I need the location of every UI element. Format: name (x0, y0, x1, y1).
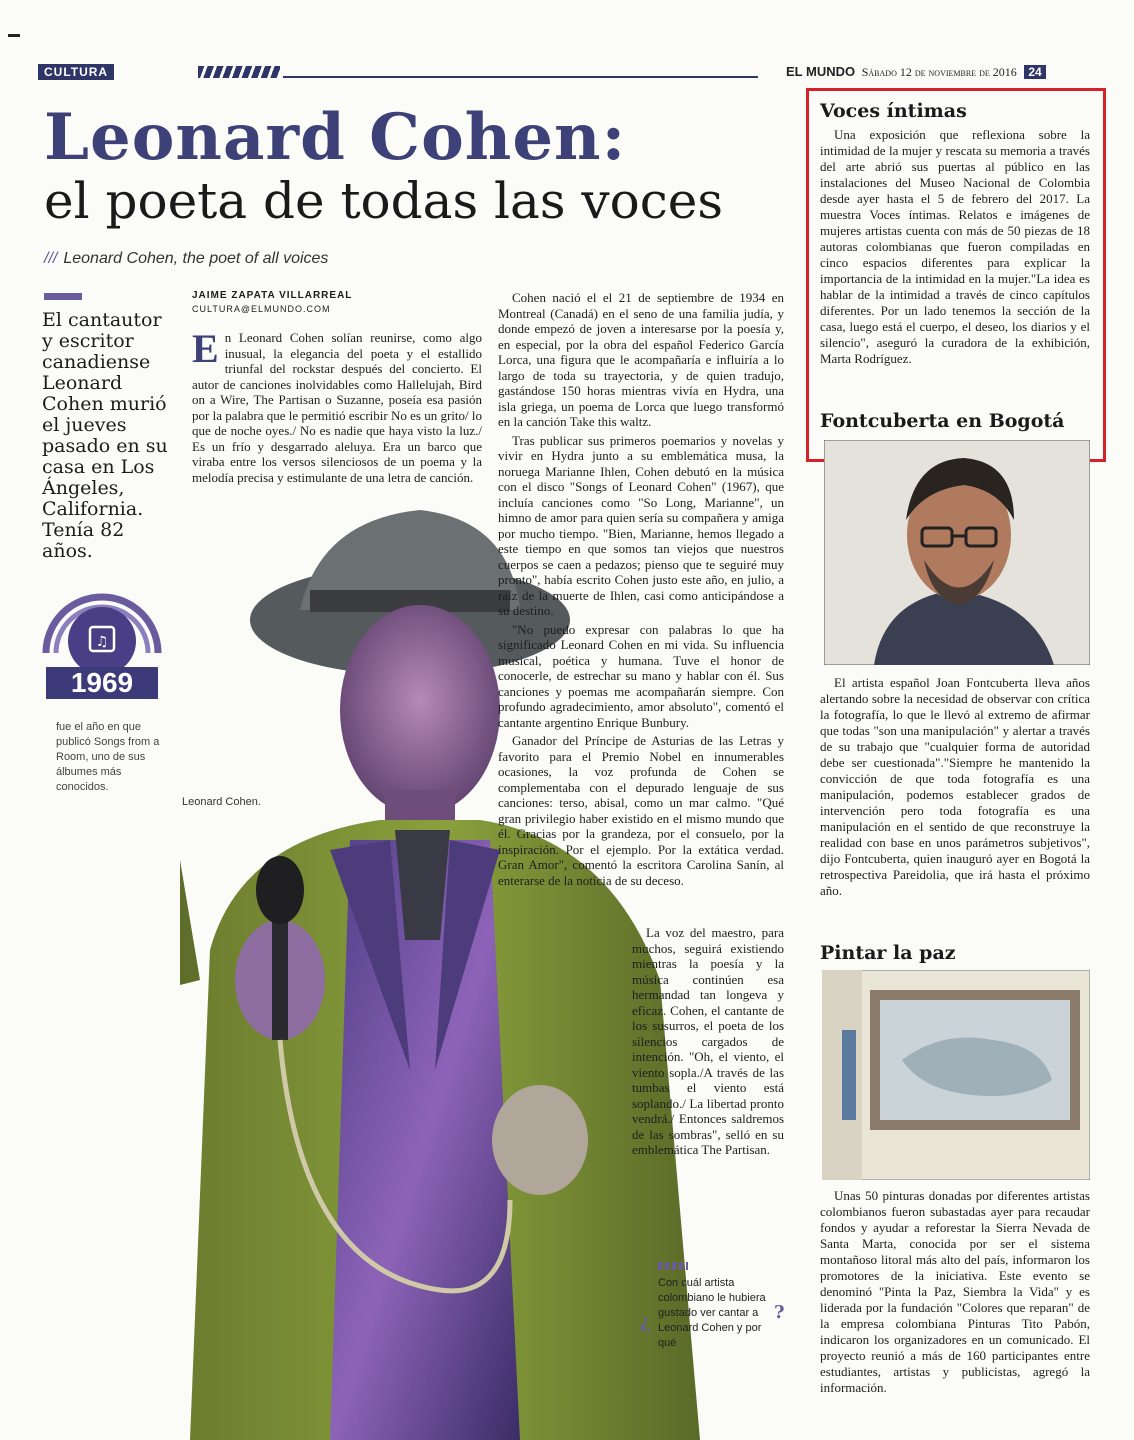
question-mark-close: ? (774, 1302, 785, 1323)
fontcuberta-photo (824, 440, 1090, 665)
author-byline: JAIME ZAPATA VILLARREAL (192, 290, 353, 301)
crop-mark (8, 34, 20, 37)
translation-text: Leonard Cohen, the poet of all voices (63, 250, 329, 267)
sidebar-text-pintar (820, 1188, 1090, 1396)
paragraph: La voz del maestro, para muchos, seguirá existiendo mientras la poesía y la música continúen esa hermandad tan longeva y eficaz. Cohen, el cantante de los susurros, el poeta de los silencios cargados de intención. "Oh, el viento, el viento sopla./A través de las tumbas el viento está soplando./ La libertad pronto vendrá./ Entonces saldremos de las sombras", selló en su emblemática The Partisan. (632, 925, 784, 1157)
svg-text:♫: ♫ (95, 634, 109, 650)
reader-question-box (640, 1262, 790, 1351)
photo-caption: Leonard Cohen. (182, 796, 261, 808)
paper-name: EL MUNDO (786, 64, 856, 79)
article-column-2 (498, 290, 784, 891)
subheadline: el poeta de todas las voces (44, 172, 723, 230)
drop-cap: E (192, 326, 219, 371)
lead-accent-bar (44, 293, 82, 300)
paragraph: Ganador del Príncipe de Asturias de las Letras y favorito para el Premio Nobel en innumerables ocasiones, la voz profunda de Cohen se complementaba con el depurado lenguaje de sus canciones: terso, abisal, como un mar calmo. "Qué gran privilegio haber existido en el mismo mundo que él. Gracias por la grandeza, por el consuelo, por la inspiración. Por el ejemplo. Por la extática verdad. Gran Amor", comentó la escritora Carolina Sanín, al enterarse de la noticia de su deceso. (498, 733, 784, 888)
peace-painting-photo (822, 970, 1090, 1180)
section-header (38, 64, 758, 80)
decorative-stripes (198, 66, 280, 78)
sidebar-title-fontcuberta: Fontcuberta en Bogotá (820, 410, 1065, 432)
lead-paragraph: El cantautor y escritor canadiense Leonard Cohen murió el jueves pasado en su casa en Los Ángeles, California. Tenía 82 años. (42, 309, 168, 562)
sidebar-text-fontcuberta (820, 675, 1090, 899)
intro-text: n Leonard Cohen solían reunirse, como algo inusual, la elegancia del poeta y el estallido triunfal del rockstar después del concierto. El autor de canciones inolvidables como Hallelujah, Bird on a Wire, The Partisan o Suzanne, poseía esa pasión por la palabra que le permitió escribir No es un grito/ lo que de noche oyes./ No es nadie que haya visto la luz./ Es un frío y desgarrado aleluya. Era un barco que viraba entre los versos silenciosos de un poema y la melodía precisa y estimulante de una letra de canción. (192, 330, 482, 485)
paragraph: Unas 50 pinturas donadas por diferentes artistas colombianos fueron subastadas ayer para recaudar fondos y ayudar a reforestar la Sierra Nevada de Santa Marta, conocida por ser el sistema montañoso litoral más alto del país, informaron los promotores de la iniciativa. Este evento se denominó "Pinta la Paz, Siembra la Vida" y es liderada por la fundación "Colores que reparan" de la empresa colombiana Pinturas Tito Pabón, indicaron los organizadores en un comunicado. El proyecto reunió a más de 160 participantes entre estudiantes, artistas y publicistas, agregó la información. (820, 1188, 1090, 1395)
article-intro (192, 326, 482, 485)
reader-question: Con cuál artista colombiano le hubiera gustado ver cantar a Leonard Cohen y por qué (658, 1277, 766, 1349)
paragraph: Cohen nació el el 21 de septiembre de 1934 en Montreal (Canadá) en el seno de una familia judía, y donde empezó de joven a interesarse por la poesía y, en especial, por la obra del español Federico García Lorca, una figura que le acompañaría e influiría a lo largo de toda su trayectoria, y de quien tradujo, gastándose 150 horas mientras vivía en Hydra, una isla griega, un poema de Lorca que luego transformó en la canción Take this waltz. (498, 290, 784, 429)
article-column-2-continued (632, 925, 784, 1161)
paragraph: "No puedo expresar con palabras lo que ha significado Leonard Cohen en mi vida. Su influencia musical, poética y humana. Tuve el honor de conocerle, de estrechar su mano y hablar con él. Sus canciones y poemas me acompañarán siempre. Con profundo agradecimiento, amor absoluto", comentó el cantante argentino Enrique Bunbury. (498, 621, 784, 730)
header-rule (283, 76, 758, 78)
sidebar-title-pintar: Pintar la paz (820, 942, 956, 964)
section-label: CULTURA (38, 64, 114, 80)
page-number: 24 (1024, 65, 1045, 79)
question-mark-open: ¿ (640, 1312, 651, 1333)
sidebar-text-voces (820, 127, 1090, 367)
decorative-bars (658, 1262, 688, 1270)
english-translation (44, 250, 328, 268)
issue-date: Sábado 12 de noviembre de 2016 (861, 65, 1017, 79)
badge-year: 1969 (70, 667, 134, 698)
slash-marks: /// (44, 250, 58, 267)
sidebar-title-voces: Voces íntimas (820, 100, 967, 122)
headline: Leonard Cohen: (44, 100, 627, 175)
paragraph: Tras publicar sus primeros poemarios y novelas y vivir en Hydra junto a su emblemática musa, la noruega Marianne Ihlen, Cohen debutó en la música con el disco "Songs of Leonard Cohen" (1967), que incluía canciones como "So Long, Marianne", un himno de amor para quien sería su compañera y amiga por mucho tiempo. "Bien, Marianne, hemos llegado a este tiempo en que somos tan viejos que nuestros cuerpos se caen a pedazos; pienso que te seguiré muy pronto", había escrito Cohen justo este año, en julio, a raíz de la muerte de Ihlen, casi como anticipándose a su destino. (498, 432, 784, 618)
paragraph: Una exposición que reflexiona sobre la intimidad de la mujer y rescata su memoria a través del arte abrió sus puertas al público en las instalaciones del Museo Nacional de Colombia desde ayer hasta el 5 de febrero del 2017. La muestra Voces íntimas. Relatos e imágenes de mujeres artistas cuenta con más de 50 piezas de 18 autoras colombianas que fueron compiladas en cinco espacios diferentes para explicar la importancia de la intimidad en la mujer."La idea es hablar de la intimidad a través de cinco capítulos diferentes. Por un lado tenemos la sección de la casa, luego está el cuerpo, el deseo, los diarios y el silencio", aseguró la curadora de la exhibición, Marta Rodríguez. (820, 127, 1090, 366)
masthead (786, 64, 1046, 80)
paragraph: El artista español Joan Fontcuberta lleva años alertando sobre la necesidad de observar con crítica la fotografía, lo que le llevó al extremo de afirmar que todas "son una manipulación" y alertar a través de su trabajo que "cualquier forma de autoridad debe ser cuestionada"."Siempre he mantenido la convicción de que toda fotografía es una manipulación, podemos establecer grados de intervención pero toda fotografía es una manipulación en el sentido de que reconstruye la realidad con base en unos parámetros subjetivos", dijo Fontcuberta, quien inauguró ayer en Bogotá la retrospectiva Pareidolia, que irá hasta el próximo año. (820, 675, 1090, 898)
author-email: CULTURA@ELMUNDO.COM (192, 304, 331, 314)
badge-caption: fue el año en que publicó Songs from a Room, uno de sus álbumes más conocidos. (56, 721, 160, 793)
